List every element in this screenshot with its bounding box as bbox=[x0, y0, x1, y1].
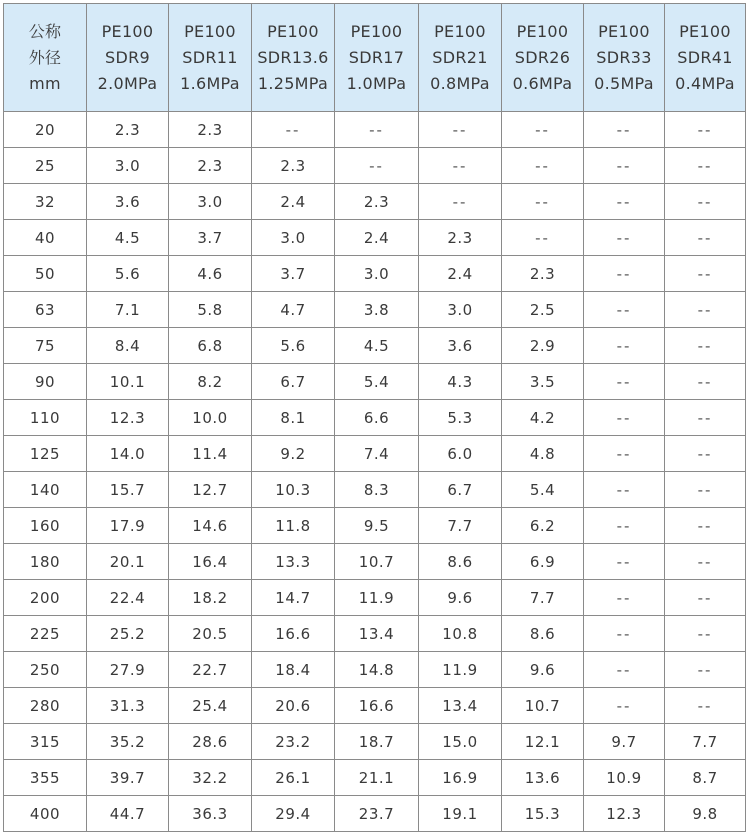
wall-thickness-cell: 3.0 bbox=[335, 256, 419, 292]
header-line: PE100 bbox=[434, 21, 486, 41]
wall-thickness-cell: 9.2 bbox=[252, 436, 335, 472]
header-sdr-7 bbox=[665, 4, 746, 112]
wall-thickness-cell: -- bbox=[584, 544, 665, 580]
wall-thickness-cell: 18.4 bbox=[252, 652, 335, 688]
wall-thickness-cell: 17.9 bbox=[87, 508, 169, 544]
wall-thickness-cell: 4.5 bbox=[335, 328, 419, 364]
wall-thickness-cell: -- bbox=[502, 184, 584, 220]
diameter-cell: 280 bbox=[4, 688, 87, 724]
wall-thickness-cell: -- bbox=[584, 256, 665, 292]
wall-thickness-cell: 8.6 bbox=[419, 544, 502, 580]
wall-thickness-cell: 11.8 bbox=[252, 508, 335, 544]
diameter-cell: 315 bbox=[4, 724, 87, 760]
header-line: 0.6MPa bbox=[512, 73, 573, 93]
wall-thickness-cell: 7.4 bbox=[335, 436, 419, 472]
wall-thickness-cell: 3.0 bbox=[169, 184, 252, 220]
wall-thickness-cell: 15.3 bbox=[502, 796, 584, 832]
table-row bbox=[4, 472, 746, 508]
wall-thickness-cell: 8.6 bbox=[502, 616, 584, 652]
wall-thickness-cell: 3.8 bbox=[335, 292, 419, 328]
wall-thickness-cell: 23.2 bbox=[252, 724, 335, 760]
header-line: 0.5MPa bbox=[594, 73, 654, 93]
wall-thickness-cell: -- bbox=[665, 472, 746, 508]
header-sdr-0 bbox=[87, 4, 169, 112]
wall-thickness-cell: -- bbox=[335, 112, 419, 148]
header-line: 2.0MPa bbox=[97, 73, 158, 93]
diameter-cell: 355 bbox=[4, 760, 87, 796]
wall-thickness-cell: 25.4 bbox=[169, 688, 252, 724]
wall-thickness-cell: -- bbox=[665, 112, 746, 148]
wall-thickness-cell: 5.4 bbox=[335, 364, 419, 400]
diameter-cell: 200 bbox=[4, 580, 87, 616]
wall-thickness-cell: 14.0 bbox=[87, 436, 169, 472]
table-row bbox=[4, 400, 746, 436]
header-sdr-5 bbox=[502, 4, 584, 112]
wall-thickness-cell: 9.6 bbox=[419, 580, 502, 616]
wall-thickness-cell: 8.1 bbox=[252, 400, 335, 436]
wall-thickness-cell: -- bbox=[665, 580, 746, 616]
wall-thickness-cell: 10.0 bbox=[169, 400, 252, 436]
wall-thickness-cell: 18.2 bbox=[169, 580, 252, 616]
wall-thickness-cell: 26.1 bbox=[252, 760, 335, 796]
wall-thickness-cell: 5.6 bbox=[87, 256, 169, 292]
wall-thickness-cell: 12.7 bbox=[169, 472, 252, 508]
wall-thickness-cell: 44.7 bbox=[87, 796, 169, 832]
header-line: mm bbox=[29, 73, 61, 93]
wall-thickness-cell: 14.7 bbox=[252, 580, 335, 616]
wall-thickness-cell: 3.5 bbox=[502, 364, 584, 400]
wall-thickness-cell: 13.4 bbox=[419, 688, 502, 724]
header-line: PE100 bbox=[184, 21, 236, 41]
diameter-cell: 50 bbox=[4, 256, 87, 292]
wall-thickness-cell: 12.3 bbox=[87, 400, 169, 436]
wall-thickness-cell: 3.0 bbox=[87, 148, 169, 184]
wall-thickness-cell: -- bbox=[665, 400, 746, 436]
wall-thickness-cell: -- bbox=[252, 112, 335, 148]
wall-thickness-cell: -- bbox=[335, 148, 419, 184]
wall-thickness-cell: -- bbox=[419, 148, 502, 184]
wall-thickness-cell: 16.4 bbox=[169, 544, 252, 580]
wall-thickness-cell: 9.5 bbox=[335, 508, 419, 544]
wall-thickness-cell: -- bbox=[665, 256, 746, 292]
wall-thickness-cell: 31.3 bbox=[87, 688, 169, 724]
wall-thickness-cell: 16.6 bbox=[252, 616, 335, 652]
header-line: 0.8MPa bbox=[430, 73, 490, 93]
table-row bbox=[4, 616, 746, 652]
wall-thickness-cell: -- bbox=[502, 148, 584, 184]
wall-thickness-cell: -- bbox=[665, 220, 746, 256]
wall-thickness-cell: 5.8 bbox=[169, 292, 252, 328]
wall-thickness-cell: -- bbox=[665, 436, 746, 472]
header-sdr-6 bbox=[584, 4, 665, 112]
wall-thickness-cell: 10.1 bbox=[87, 364, 169, 400]
diameter-cell: 25 bbox=[4, 148, 87, 184]
header-row bbox=[4, 4, 746, 112]
wall-thickness-cell: -- bbox=[584, 472, 665, 508]
wall-thickness-cell: 32.2 bbox=[169, 760, 252, 796]
wall-thickness-cell: 27.9 bbox=[87, 652, 169, 688]
header-line: SDR33 bbox=[596, 47, 652, 67]
wall-thickness-cell: -- bbox=[584, 112, 665, 148]
wall-thickness-cell: 6.7 bbox=[252, 364, 335, 400]
diameter-cell: 160 bbox=[4, 508, 87, 544]
diameter-cell: 225 bbox=[4, 616, 87, 652]
header-line: 公称 bbox=[28, 21, 62, 41]
wall-thickness-cell: 15.0 bbox=[419, 724, 502, 760]
table-row bbox=[4, 292, 746, 328]
header-line: PE100 bbox=[516, 21, 569, 41]
wall-thickness-cell: 2.4 bbox=[252, 184, 335, 220]
wall-thickness-cell: 12.1 bbox=[502, 724, 584, 760]
header-line: PE100 bbox=[598, 21, 650, 41]
wall-thickness-cell: 9.8 bbox=[665, 796, 746, 832]
wall-thickness-cell: -- bbox=[584, 436, 665, 472]
header-line: SDR13.6 bbox=[257, 47, 329, 67]
wall-thickness-cell: 2.3 bbox=[87, 112, 169, 148]
wall-thickness-cell: 6.9 bbox=[502, 544, 584, 580]
wall-thickness-cell: 2.3 bbox=[502, 256, 584, 292]
wall-thickness-cell: 14.8 bbox=[335, 652, 419, 688]
wall-thickness-cell: 4.3 bbox=[419, 364, 502, 400]
wall-thickness-cell: 3.0 bbox=[252, 220, 335, 256]
header-line: PE100 bbox=[267, 21, 319, 41]
header-line: 0.4MPa bbox=[675, 73, 735, 93]
wall-thickness-cell: 6.2 bbox=[502, 508, 584, 544]
wall-thickness-cell: 13.4 bbox=[335, 616, 419, 652]
wall-thickness-cell: 2.5 bbox=[502, 292, 584, 328]
table-row bbox=[4, 148, 746, 184]
table-body bbox=[4, 112, 746, 832]
wall-thickness-cell: 18.7 bbox=[335, 724, 419, 760]
wall-thickness-cell: 39.7 bbox=[87, 760, 169, 796]
wall-thickness-cell: 23.7 bbox=[335, 796, 419, 832]
table-row bbox=[4, 184, 746, 220]
wall-thickness-cell: 10.3 bbox=[252, 472, 335, 508]
wall-thickness-cell: 10.8 bbox=[419, 616, 502, 652]
wall-thickness-cell: 3.7 bbox=[169, 220, 252, 256]
wall-thickness-cell: 6.7 bbox=[419, 472, 502, 508]
header-line: PE100 bbox=[679, 21, 731, 41]
header-line: SDR9 bbox=[105, 47, 150, 67]
wall-thickness-cell: 12.3 bbox=[584, 796, 665, 832]
table-row bbox=[4, 220, 746, 256]
wall-thickness-cell: -- bbox=[584, 220, 665, 256]
header-sdr-2 bbox=[252, 4, 335, 112]
wall-thickness-cell: -- bbox=[665, 148, 746, 184]
wall-thickness-cell: 5.6 bbox=[252, 328, 335, 364]
wall-thickness-cell: 11.4 bbox=[169, 436, 252, 472]
wall-thickness-cell: -- bbox=[665, 292, 746, 328]
wall-thickness-cell: 2.3 bbox=[252, 148, 335, 184]
diameter-cell: 180 bbox=[4, 544, 87, 580]
wall-thickness-cell: 3.0 bbox=[419, 292, 502, 328]
header-line: 1.25MPa bbox=[257, 73, 329, 93]
wall-thickness-cell: 9.6 bbox=[502, 652, 584, 688]
header-line: SDR41 bbox=[677, 47, 733, 67]
wall-thickness-cell: 20.6 bbox=[252, 688, 335, 724]
wall-thickness-cell: 11.9 bbox=[419, 652, 502, 688]
wall-thickness-cell: -- bbox=[665, 508, 746, 544]
wall-thickness-cell: 10.9 bbox=[584, 760, 665, 796]
diameter-cell: 20 bbox=[4, 112, 87, 148]
pipe-spec-table bbox=[3, 3, 746, 832]
wall-thickness-cell: 6.6 bbox=[335, 400, 419, 436]
header-line: PE100 bbox=[101, 21, 154, 41]
wall-thickness-cell: 4.8 bbox=[502, 436, 584, 472]
wall-thickness-cell: 13.6 bbox=[502, 760, 584, 796]
wall-thickness-cell: 35.2 bbox=[87, 724, 169, 760]
wall-thickness-cell: 7.1 bbox=[87, 292, 169, 328]
diameter-cell: 32 bbox=[4, 184, 87, 220]
wall-thickness-cell: 22.4 bbox=[87, 580, 169, 616]
diameter-cell: 125 bbox=[4, 436, 87, 472]
header-line: 1.6MPa bbox=[180, 73, 240, 93]
header-line: SDR21 bbox=[432, 47, 488, 67]
table-row bbox=[4, 112, 746, 148]
table-row bbox=[4, 580, 746, 616]
wall-thickness-cell: 6.0 bbox=[419, 436, 502, 472]
wall-thickness-cell: 8.4 bbox=[87, 328, 169, 364]
header-line: 1.0MPa bbox=[346, 73, 407, 93]
wall-thickness-cell: 4.6 bbox=[169, 256, 252, 292]
wall-thickness-cell: 21.1 bbox=[335, 760, 419, 796]
wall-thickness-cell: -- bbox=[584, 652, 665, 688]
header-line: SDR17 bbox=[348, 47, 405, 67]
diameter-cell: 400 bbox=[4, 796, 87, 832]
header-line: SDR26 bbox=[514, 47, 571, 67]
diameter-cell: 250 bbox=[4, 652, 87, 688]
diameter-cell: 140 bbox=[4, 472, 87, 508]
wall-thickness-cell: 16.9 bbox=[419, 760, 502, 796]
wall-thickness-cell: -- bbox=[665, 652, 746, 688]
header-nominal-diameter bbox=[4, 4, 87, 112]
wall-thickness-cell: 2.4 bbox=[419, 256, 502, 292]
header-line: PE100 bbox=[350, 21, 403, 41]
wall-thickness-cell: 3.6 bbox=[419, 328, 502, 364]
table-row bbox=[4, 688, 746, 724]
wall-thickness-cell: 28.6 bbox=[169, 724, 252, 760]
wall-thickness-cell: -- bbox=[584, 508, 665, 544]
wall-thickness-cell: 4.7 bbox=[252, 292, 335, 328]
wall-thickness-cell: -- bbox=[584, 400, 665, 436]
wall-thickness-cell: 5.3 bbox=[419, 400, 502, 436]
wall-thickness-cell: 10.7 bbox=[335, 544, 419, 580]
wall-thickness-cell: 2.9 bbox=[502, 328, 584, 364]
wall-thickness-cell: 2.4 bbox=[335, 220, 419, 256]
table-row bbox=[4, 544, 746, 580]
wall-thickness-cell: 15.7 bbox=[87, 472, 169, 508]
wall-thickness-cell: -- bbox=[502, 220, 584, 256]
wall-thickness-cell: -- bbox=[665, 184, 746, 220]
wall-thickness-cell: 5.4 bbox=[502, 472, 584, 508]
wall-thickness-cell: -- bbox=[584, 616, 665, 652]
wall-thickness-cell: -- bbox=[419, 184, 502, 220]
diameter-cell: 75 bbox=[4, 328, 87, 364]
wall-thickness-cell: -- bbox=[502, 112, 584, 148]
table-row bbox=[4, 760, 746, 796]
header-line: SDR11 bbox=[182, 47, 238, 67]
wall-thickness-cell: 9.7 bbox=[584, 724, 665, 760]
wall-thickness-cell: 13.3 bbox=[252, 544, 335, 580]
wall-thickness-cell: 29.4 bbox=[252, 796, 335, 832]
wall-thickness-cell: 2.3 bbox=[335, 184, 419, 220]
diameter-cell: 63 bbox=[4, 292, 87, 328]
table-row bbox=[4, 328, 746, 364]
table-row bbox=[4, 508, 746, 544]
wall-thickness-cell: 20.1 bbox=[87, 544, 169, 580]
wall-thickness-cell: -- bbox=[584, 688, 665, 724]
wall-thickness-cell: 3.6 bbox=[87, 184, 169, 220]
diameter-cell: 40 bbox=[4, 220, 87, 256]
wall-thickness-cell: 7.7 bbox=[419, 508, 502, 544]
diameter-cell: 110 bbox=[4, 400, 87, 436]
wall-thickness-cell: 7.7 bbox=[665, 724, 746, 760]
wall-thickness-cell: 2.3 bbox=[169, 148, 252, 184]
wall-thickness-cell: -- bbox=[665, 544, 746, 580]
wall-thickness-cell: 22.7 bbox=[169, 652, 252, 688]
table-header bbox=[4, 4, 746, 112]
wall-thickness-cell: 20.5 bbox=[169, 616, 252, 652]
wall-thickness-cell: 8.3 bbox=[335, 472, 419, 508]
wall-thickness-cell: -- bbox=[584, 364, 665, 400]
wall-thickness-cell: 16.6 bbox=[335, 688, 419, 724]
wall-thickness-cell: -- bbox=[584, 184, 665, 220]
wall-thickness-cell: -- bbox=[665, 688, 746, 724]
table-row bbox=[4, 364, 746, 400]
wall-thickness-cell: 19.1 bbox=[419, 796, 502, 832]
table-row bbox=[4, 256, 746, 292]
wall-thickness-cell: 10.7 bbox=[502, 688, 584, 724]
header-sdr-3 bbox=[335, 4, 419, 112]
header-sdr-1 bbox=[169, 4, 252, 112]
wall-thickness-cell: -- bbox=[665, 616, 746, 652]
wall-thickness-cell: -- bbox=[584, 328, 665, 364]
wall-thickness-cell: 8.2 bbox=[169, 364, 252, 400]
wall-thickness-cell: -- bbox=[584, 148, 665, 184]
wall-thickness-cell: -- bbox=[584, 292, 665, 328]
wall-thickness-cell: 11.9 bbox=[335, 580, 419, 616]
wall-thickness-cell: 4.5 bbox=[87, 220, 169, 256]
wall-thickness-cell: 3.7 bbox=[252, 256, 335, 292]
wall-thickness-cell: -- bbox=[584, 580, 665, 616]
wall-thickness-cell: 2.3 bbox=[169, 112, 252, 148]
wall-thickness-cell: 6.8 bbox=[169, 328, 252, 364]
wall-thickness-cell: 36.3 bbox=[169, 796, 252, 832]
header-line: 外径 bbox=[28, 47, 62, 67]
wall-thickness-cell: 2.3 bbox=[419, 220, 502, 256]
wall-thickness-cell: 8.7 bbox=[665, 760, 746, 796]
table-row bbox=[4, 724, 746, 760]
wall-thickness-cell: 7.7 bbox=[502, 580, 584, 616]
wall-thickness-cell: 4.2 bbox=[502, 400, 584, 436]
table-row bbox=[4, 436, 746, 472]
diameter-cell: 90 bbox=[4, 364, 87, 400]
wall-thickness-cell: 14.6 bbox=[169, 508, 252, 544]
wall-thickness-cell: -- bbox=[665, 364, 746, 400]
wall-thickness-cell: 25.2 bbox=[87, 616, 169, 652]
table-row bbox=[4, 652, 746, 688]
wall-thickness-cell: -- bbox=[665, 328, 746, 364]
wall-thickness-cell: -- bbox=[419, 112, 502, 148]
table-row bbox=[4, 796, 746, 832]
header-sdr-4 bbox=[419, 4, 502, 112]
